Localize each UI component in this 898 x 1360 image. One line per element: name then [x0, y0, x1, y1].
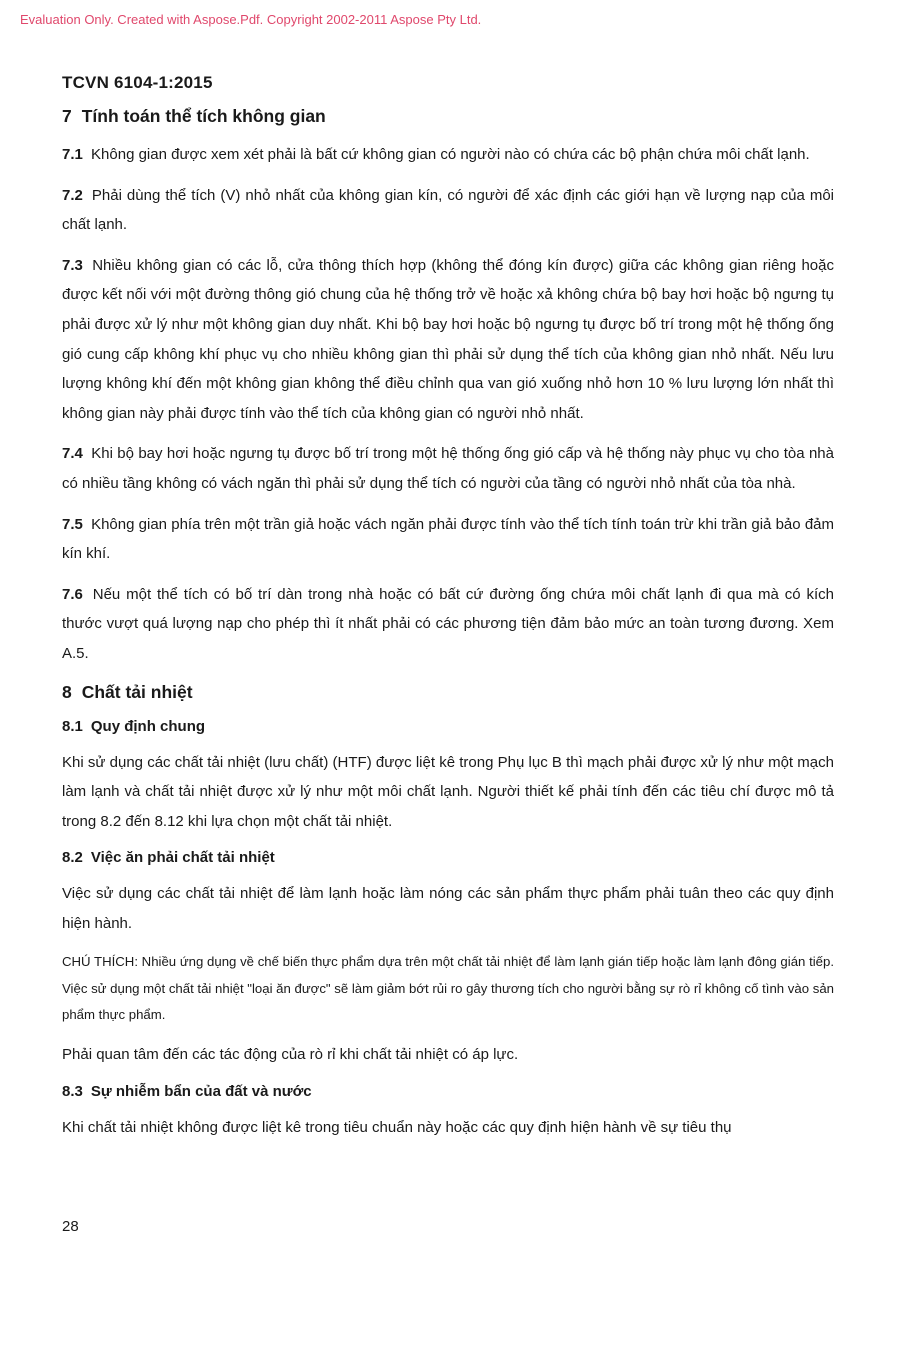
subsection-8-3-heading — [62, 1081, 834, 1103]
clause-number: 7.5 — [62, 515, 83, 533]
subsection-8-3-text: Khi chất tải nhiệt không được liệt kê trong tiêu chuẩn này hoặc các quy định hiện hành về sự tiêu thụ — [62, 1118, 732, 1136]
subsection-number: 8.1 — [62, 717, 83, 735]
clause-number: 7.2 — [62, 186, 83, 204]
clause-7-1 — [62, 140, 834, 170]
subsection-8-2-text: Việc sử dụng các chất tải nhiệt để làm lạnh hoặc làm nóng các sản phẩm thực phẩm phải tuân theo các quy định hiện hành. — [62, 885, 834, 932]
document-code: TCVN 6104-1:2015 — [62, 73, 213, 92]
subsection-number: 8.3 — [62, 1082, 83, 1100]
clause-7-3 — [62, 251, 834, 429]
page-number: 28 — [62, 1218, 79, 1235]
clause-7-5 — [62, 510, 834, 569]
clause-7-6 — [62, 580, 834, 669]
clause-text: Nhiều không gian có các lỗ, cửa thông thích hợp (không thể đóng kín được) giữa các không gian riêng hoặc được kết nối với một đường thông gió chung của hệ thống trở về hoặc xả không chứa bộ bay hơi hoặc bộ ngưng tụ phải được xử lý như một không gian duy nhất. Khi bộ bay hơi hoặc bộ ngưng tụ được bố trí trong một hệ thống ống gió cung cấp không khí phục vụ cho nhiều không gian thì phải sử dụng thể tích của không gian nhỏ nhất. Nếu lưu lượng không khí đến một không gian không thể điều chỉnh qua van gió xuống nhỏ hơn 10 % lưu lượng lớn nhất thì không gian này phải được tính vào thể tích của không gian có người nhỏ nhất. — [62, 256, 834, 422]
section-title: Chất tải nhiệt — [81, 681, 193, 702]
subsection-title: Việc ăn phải chất tải nhiệt — [90, 849, 275, 867]
clause-number: 7.1 — [62, 146, 83, 163]
clause-text: Không gian phía trên một trần giả hoặc vách ngăn phải được tính vào thể tích tính toán trừ khi trần giả bảo đảm kín khí. — [62, 515, 834, 563]
clause-text: Khi bộ bay hơi hoặc ngưng tụ được bố trí trong một hệ thống ống gió cấp và hệ thống này phục vụ cho tòa nhà có nhiều tầng không có vách ngăn thì phải sử dụng thể tích có người của tầng có người nhỏ nhất của tòa nhà. — [62, 445, 834, 492]
section-title: Tính toán thể tích không gian — [81, 106, 326, 126]
subsection-8-2-note: CHÚ THÍCH: Nhiều ứng dụng về chế biến thực phẩm dựa trên một chất tải nhiệt để làm lạnh gián tiếp hoặc làm lạnh đông gián tiếp. Việc sử dụng một chất tải nhiệt "loại ăn được" sẽ làm giảm bớt rủi ro gây thương tích cho người bằng sự rò rỉ không cố tình vào sản phẩm thực phẩm. — [62, 954, 834, 1023]
subsection-number: 8.2 — [62, 849, 83, 867]
clause-number: 7.3 — [62, 256, 83, 274]
subsection-8-2-heading — [62, 847, 834, 869]
clause-text: Không gian được xem xét phải là bất cứ không gian có người nào có chứa các bộ phận chứa môi chất lạnh. — [91, 146, 810, 163]
clause-7-4 — [62, 439, 834, 498]
clause-number: 7.6 — [62, 585, 83, 603]
section-number: 8 — [62, 681, 72, 702]
section-number: 7 — [62, 106, 72, 126]
subsection-8-1-text: Khi sử dụng các chất tải nhiệt (lưu chất) (HTF) được liệt kê trong Phụ lục B thì mạch phải được xử lý như một mạch làm lạnh và chất tải nhiệt được xử lý như một môi chất lạnh. Người thiết kế phải tính đến các tiêu chí được mô tả trong 8.2 đến 8.12 khi lựa chọn một chất tải nhiệt. — [62, 753, 834, 830]
evaluation-watermark: Evaluation Only. Created with Aspose.Pdf. Copyright 2002-2011 Aspose Pty Ltd. — [20, 12, 482, 27]
clause-7-2 — [62, 181, 834, 240]
clause-text: Nếu một thể tích có bố trí dàn trong nhà hoặc có bất cứ đường ống chứa môi chất lạnh đi qua mà có kích thước vượt quá lượng nạp cho phép thì ít nhất phải có các phương tiện đảm bảo mức an toàn tương đương. Xem A.5. — [62, 585, 834, 662]
clause-text: Phải dùng thể tích (V) nhỏ nhất của không gian kín, có người để xác định các giới hạn về lượng nạp của môi chất lạnh. — [62, 186, 834, 234]
subsection-title: Quy định chung — [90, 717, 206, 735]
section-7-heading — [62, 104, 834, 128]
page-content — [62, 104, 834, 1153]
clause-number: 7.4 — [62, 445, 83, 463]
section-8-heading — [62, 680, 834, 704]
subsection-title: Sự nhiễm bẩn của đất và nước — [90, 1082, 312, 1100]
subsection-8-2-text-2: Phải quan tâm đến các tác động của rò rỉ khi chất tải nhiệt có áp lực. — [62, 1045, 519, 1063]
subsection-8-1-heading — [62, 716, 834, 738]
